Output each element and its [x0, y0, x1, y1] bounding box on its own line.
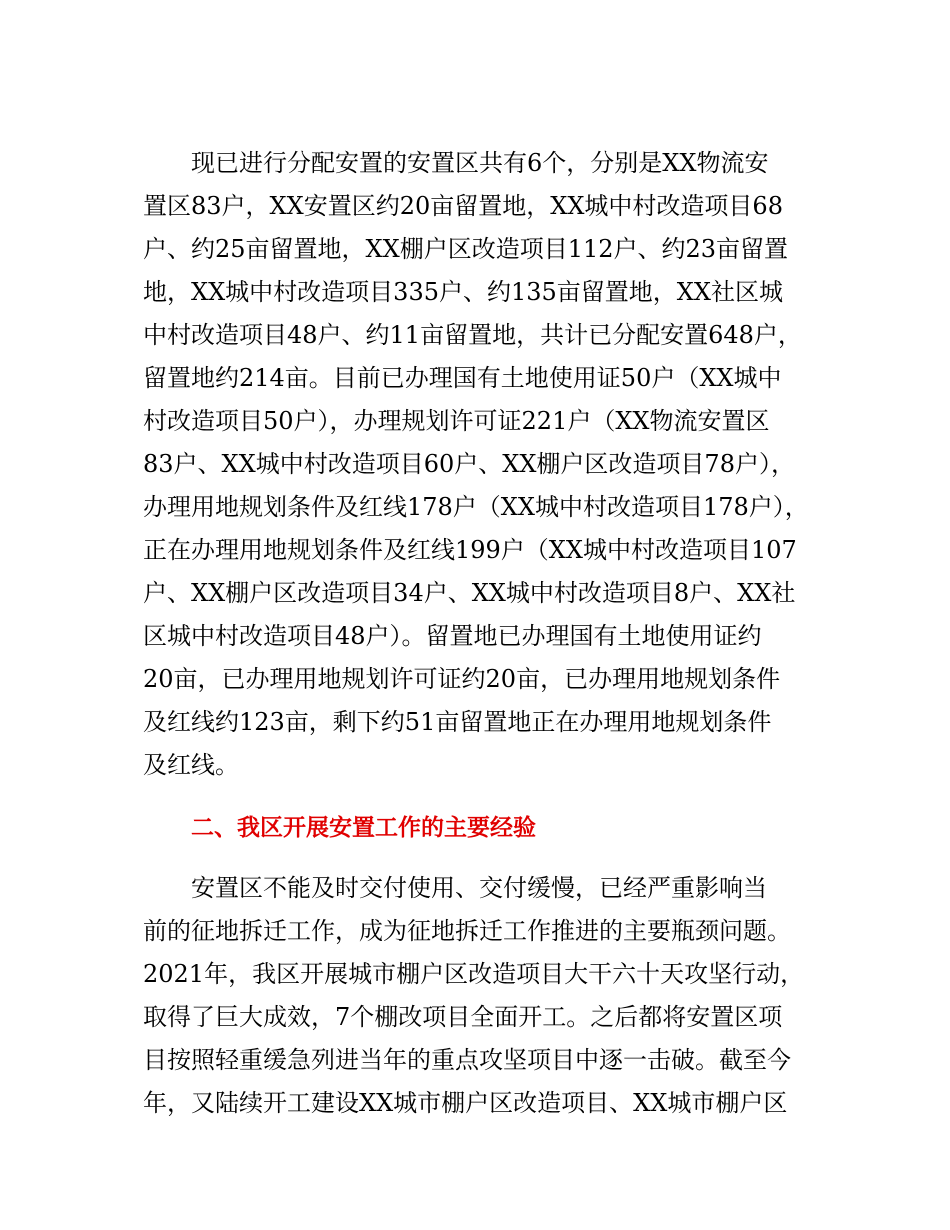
paragraph-1-line-2: 置区83户，XX安置区约20亩留置地，XX城中村改造项目68: [143, 192, 783, 220]
paragraph-1-line-1: 现已进行分配安置的安置区共有6个，分别是XX物流安: [191, 149, 769, 177]
paragraph-1-line-8: 83户、XX城中村改造项目60户、XX棚户区改造项目78户），: [143, 450, 795, 478]
paragraph-1-line-12: 区城中村改造项目48户）。留置地已办理国有土地使用证约: [143, 622, 762, 650]
paragraph-1-line-15: 及红线。: [143, 751, 239, 779]
paragraph-1-line-10: 正在办理用地规划条件及红线199户（XX城中村改造项目107: [143, 536, 797, 564]
paragraph-2-line-4: 取得了巨大成效，7个棚改项目全面开工。之后都将安置区项: [143, 1003, 783, 1031]
paragraph-1-line-11: 户、XX棚户区改造项目34户、XX城中村改造项目8户、XX社: [143, 579, 796, 607]
paragraph-2-line-3: 2021年，我区开展城市棚户区改造项目大干六十天攻坚行动，: [143, 960, 805, 988]
paragraph-2-line-6: 年，又陆续开工建设XX城市棚户区改造项目、XX城市棚户区: [143, 1089, 788, 1117]
paragraph-1-line-7: 村改造项目50户），办理规划许可证221户（XX物流安置区: [143, 407, 770, 435]
section-heading: 二、我区开展安置工作的主要经验: [191, 815, 536, 841]
paragraph-2-line-5: 目按照轻重缓急列进当年的重点攻坚项目中逐一击破。截至今: [143, 1046, 791, 1074]
paragraph-1-line-14: 及红线约123亩，剩下约51亩留置地正在办理用地规划条件: [143, 708, 772, 736]
paragraph-1-line-5: 中村改造项目48户、约11亩留置地，共计已分配安置648户，: [143, 321, 802, 349]
paragraph-1-line-13: 20亩，已办理用地规划许可证约20亩，已办理用地规划条件: [143, 665, 781, 693]
paragraph-1-line-3: 户、约25亩留置地，XX棚户区改造项目112户、约23亩留置: [143, 235, 789, 263]
paragraph-2-line-2: 前的征地拆迁工作，成为征地拆迁工作推进的主要瓶颈问题。: [143, 917, 791, 945]
paragraph-2-line-1: 安置区不能及时交付使用、交付缓慢，已经严重影响当: [191, 874, 767, 902]
paragraph-1-line-4: 地，XX城中村改造项目335户、约135亩留置地，XX社区城: [143, 278, 783, 306]
paragraph-1-line-9: 办理用地规划条件及红线178户（XX城中村改造项目178户），: [143, 493, 809, 521]
paragraph-1-line-6: 留置地约214亩。目前已办理国有土地使用证50户（XX城中: [143, 364, 782, 392]
